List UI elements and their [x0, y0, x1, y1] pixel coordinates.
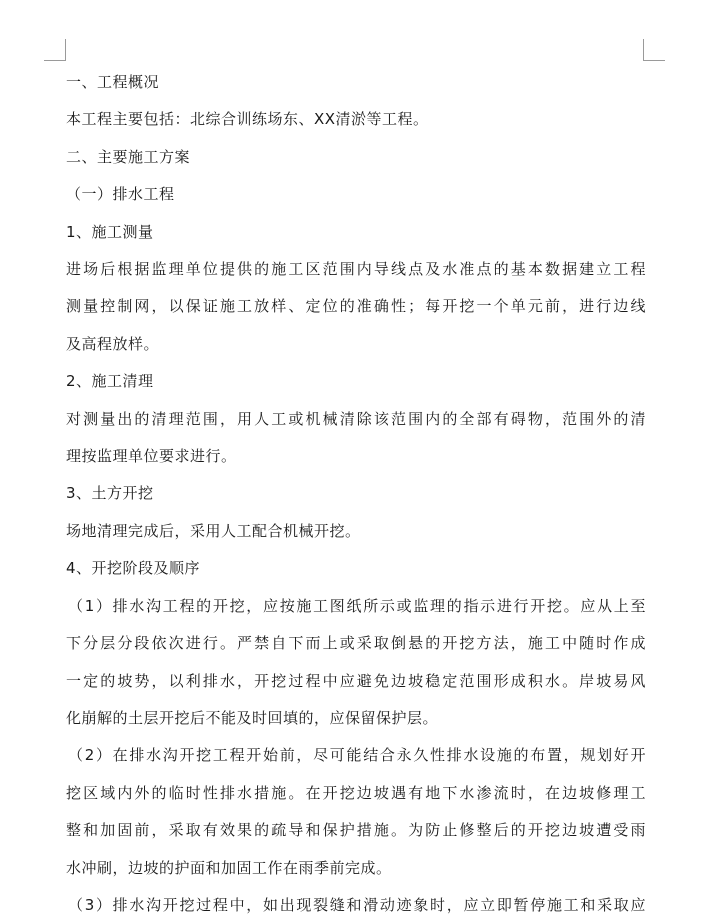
paragraph-sequence-2-line: 水冲刷，边坡的护面和加固工作在雨季前完成。 [66, 858, 392, 877]
paragraph-sequence-3-line: （3）排水沟开挖过程中，如出现裂缝和滑动迹象时，应立即暂停施工和采取应 [68, 895, 646, 914]
paragraph-sequence-2-line: （2）在排水沟开挖工程开始前，尽可能结合永久性排水设施的布置，规划好开 [68, 746, 646, 765]
crop-mark-top-right [643, 39, 665, 61]
item-heading-excavation: 3、土方开挖 [66, 484, 154, 503]
item-heading-survey: 1、施工测量 [66, 222, 154, 241]
subsection-heading-drainage: （一）排水工程 [66, 185, 175, 204]
document-body[interactable] [66, 64, 646, 924]
crop-mark-top-left [44, 39, 66, 61]
item-heading-clearing: 2、施工清理 [66, 372, 154, 391]
section-heading-overview: 一、工程概况 [66, 73, 160, 91]
paragraph-sequence-1-line: 一定的坡势，以利排水，开挖过程中应避免边坡稳定范围形成积水。岸坡易风 [66, 671, 646, 690]
paragraph-clearing-line: 理按监理单位要求进行。 [66, 447, 237, 466]
paragraph-sequence-2-line: 挖区域内外的临时性排水措施。在开挖边坡遇有地下水渗流时，在边坡修理工 [66, 783, 646, 802]
paragraph-survey-line: 进场后根据监理单位提供的施工区范围内导线点及水准点的基本数据建立工程 [66, 260, 646, 279]
paragraph-scope: 本工程主要包括：北综合训练场东、XX清淤等工程。 [66, 110, 429, 129]
item-heading-sequence: 4、开挖阶段及顺序 [66, 559, 201, 578]
paragraph-sequence-1-line: 下分层分段依次进行。严禁自下而上或采取倒悬的开挖方法，施工中随时作成 [66, 634, 646, 653]
paragraph-survey-line: 测量控制网，以保证施工放样、定位的准确性；每开挖一个单元前，进行边线 [66, 297, 646, 316]
paragraph-excavation: 场地清理完成后，采用人工配合机械开挖。 [66, 521, 361, 540]
paragraph-clearing-line: 对测量出的清理范围，用人工或机械清除该范围内的全部有碍物，范围外的清 [66, 409, 646, 428]
paragraph-survey-line: 及高程放样。 [66, 334, 160, 353]
section-heading-methods: 二、主要施工方案 [66, 147, 191, 166]
paragraph-sequence-1-line: （1）排水沟工程的开挖，应按施工图纸所示或监理的指示进行开挖。应从上至 [68, 596, 646, 615]
paragraph-sequence-2-line: 整和加固前，采取有效果的疏导和保护措施。为防止修整后的开挖边坡遭受雨 [66, 821, 646, 840]
paragraph-sequence-1-line: 化崩解的土层开挖后不能及时回填的，应保留保护层。 [66, 708, 439, 727]
